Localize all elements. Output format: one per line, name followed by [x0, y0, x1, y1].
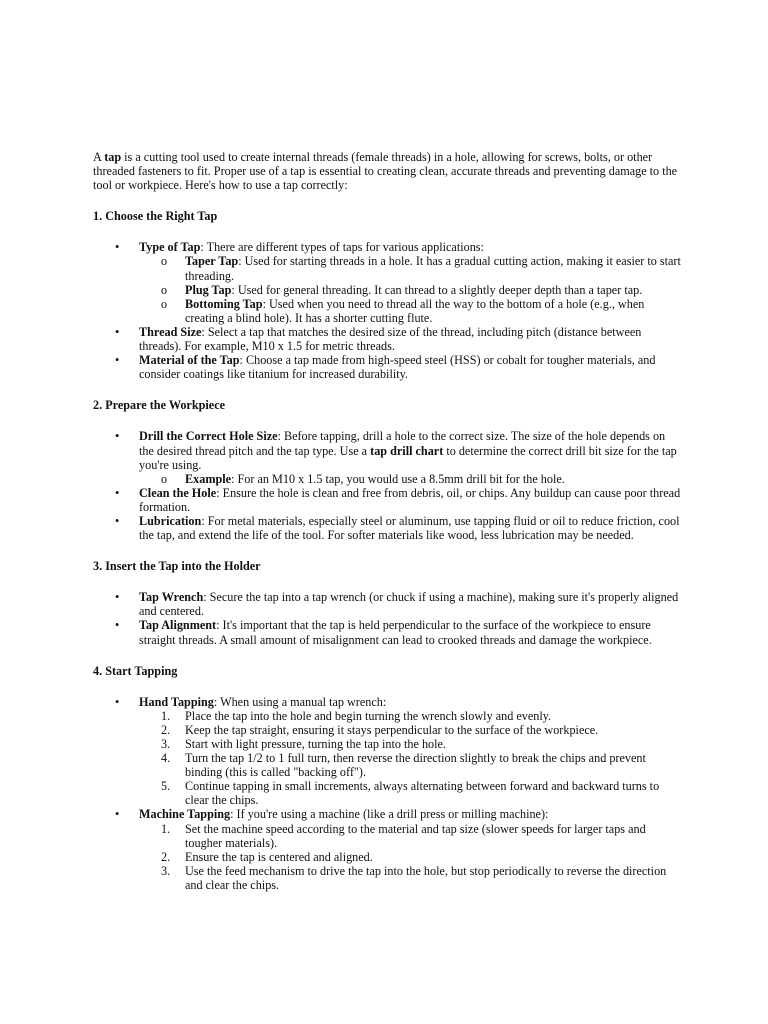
list-item-clean-hole [115, 485, 683, 514]
item-text: : There are different types of taps for various applications: [200, 240, 484, 255]
step-number: 2. [161, 722, 171, 737]
intro-text-start: A [93, 150, 105, 164]
section-heading-choose-tap: 1. Choose the Right Tap [93, 209, 218, 224]
step-text: Ensure the tap is centered and aligned. [185, 849, 373, 864]
item-text-rest: to determine the correct drill bit size for the tap you're using. [139, 443, 677, 472]
section-list-insert-tap [93, 590, 683, 646]
list-item-tap-wrench [115, 590, 683, 619]
list-item-machine-tapping [115, 807, 683, 892]
sublist-item-plug-tap [161, 282, 683, 297]
item-term: Lubrication [139, 513, 202, 528]
item-text: : Used when you need to thread all the way to the bottom of a hole (e.g., when creating a blind hole). It has a shorter cutting flute. [185, 296, 645, 325]
item-term: Type of Tap [139, 240, 201, 255]
sublist-item-taper-tap [161, 254, 683, 283]
sublist-item-bottoming-tap [161, 296, 683, 325]
bullet-marker: • [115, 485, 120, 500]
numbered-step [161, 737, 683, 751]
list-item-thread-size [115, 324, 683, 354]
item-term: Thread Size [139, 324, 202, 339]
numbered-step [161, 708, 683, 723]
item-text: : Ensure the hole is clean and free from debris, oil, or chips. Any buildup can cause poor thread formation. [139, 485, 681, 514]
section-list-prepare-workpiece [93, 429, 683, 542]
bullet-marker: • [115, 324, 120, 339]
bullet-marker: • [115, 618, 120, 633]
bullet-marker: • [115, 590, 120, 605]
numbered-step [161, 849, 683, 864]
item-term: Taper Tap [185, 254, 239, 269]
numbered-step [161, 779, 683, 808]
item-term: Example [185, 471, 232, 486]
item-term: Hand Tapping [139, 694, 214, 709]
step-text: Set the machine speed according to the material and tap size (slower speeds for larger taps and tougher materials). [185, 821, 646, 850]
item-text: : It's important that the tap is held perpendicular to the surface of the workpiece to ensure straight threads. A small amount of misalignment can lead to crooked threads and damage the workpiece. [139, 618, 652, 647]
item-text: : Used for general threading. It can thread to a slightly deeper depth than a taper tap. [231, 282, 643, 297]
item-text: : If you're using a machine (like a drill press or milling machine): [230, 807, 549, 822]
step-number: 3. [161, 863, 171, 878]
bullet-marker: • [115, 807, 120, 822]
section-list-start-tapping [93, 695, 683, 892]
item-term: Drill the Correct Hole Size [139, 429, 278, 444]
item-term-inline: tap drill chart [370, 443, 444, 458]
document-page [93, 150, 683, 909]
step-text: Turn the tap 1/2 to 1 full turn, then reverse the direction slightly to break the chips and prevent binding (this is called "backing off"). [185, 751, 646, 780]
item-term: Tap Wrench [139, 590, 204, 605]
item-text: : Secure the tap into a tap wrench (or chuck if using a machine), making sure it's properly aligned and centered. [139, 590, 679, 619]
item-text: : Before tapping, drill a hole to the correct size. The size of the hole depends on the desired thread pitch and the tap type. Use a [139, 429, 666, 458]
sub-bullet-marker: o [161, 254, 168, 269]
item-text: : For metal materials, especially steel or aluminum, use tapping fluid or oil to reduce friction, cool the tap, and extend the life of the tool. For softer materials like wood, less lubrication may be needed. [139, 513, 680, 543]
item-term: Material of the Tap [139, 353, 240, 368]
sub-bullet-marker: o [161, 296, 168, 311]
step-number: 4. [161, 751, 171, 766]
step-number: 2. [161, 849, 171, 864]
sub-bullet-marker: o [161, 471, 168, 486]
numbered-step [161, 722, 683, 737]
item-text: : When using a manual tap wrench: [213, 694, 387, 709]
item-text: : For an M10 x 1.5 tap, you would use a 8.5mm drill bit for the hole. [231, 471, 565, 486]
item-text: : Select a tap that matches the desired size of the thread, including pitch (distance between threads). For example, M10 x 1.5 for metric threads. [139, 324, 642, 354]
list-item-tap-alignment [115, 618, 683, 647]
bullet-marker: • [115, 694, 120, 709]
list-item-type-of-tap [115, 240, 683, 325]
item-term: Tap Alignment [139, 618, 217, 633]
list-item-hand-tapping [115, 694, 683, 808]
item-term: Clean the Hole [139, 485, 217, 500]
step-text: Use the feed mechanism to drive the tap into the hole, but stop periodically to reverse the direction and clear the chips. [185, 863, 667, 892]
sub-bullet-marker: o [161, 282, 168, 297]
item-term: Bottoming Tap [185, 296, 263, 311]
section-heading-insert-tap: 3. Insert the Tap into the Holder [93, 559, 261, 574]
bullet-marker: • [115, 513, 120, 528]
step-text: Place the tap into the hole and begin turning the wrench slowly and evenly. [185, 708, 552, 723]
step-number: 1. [161, 821, 171, 836]
item-term: Plug Tap [185, 282, 232, 297]
sublist-item-example [161, 471, 683, 486]
item-term: Machine Tapping [139, 807, 231, 822]
intro-term-bold: tap [104, 150, 122, 164]
numbered-steps-hand-tapping [139, 709, 683, 808]
list-item-lubrication [115, 513, 683, 543]
step-number: 3. [161, 737, 171, 751]
numbered-steps-machine-tapping [139, 822, 683, 892]
intro-text-rest: is a cutting tool used to create internal threads (female threads) in a hole, allowing for screws, bolts, or other threaded fasteners to fit. Proper use of a tap is essential to creating clean, accurate threads and preventing damage to the tool or workpiece. Here's how to use a tap correctly: [93, 150, 678, 193]
bullet-marker: • [115, 353, 120, 368]
sublist-tap-types [139, 254, 683, 324]
numbered-step [161, 751, 683, 780]
item-text: : Choose a tap made from high-speed steel (HSS) or cobalt for tougher materials, and consider coatings like titanium for increased durability. [139, 353, 656, 382]
numbered-step [161, 821, 683, 850]
step-text: Keep the tap straight, ensuring it stays perpendicular to the surface of the workpiece. [185, 722, 599, 737]
numbered-step [161, 863, 683, 892]
step-text: Start with light pressure, turning the tap into the hole. [185, 737, 446, 751]
intro-paragraph [93, 150, 683, 192]
bullet-marker: • [115, 429, 120, 444]
step-number: 5. [161, 779, 171, 794]
item-text: : Used for starting threads in a hole. It has a gradual cutting action, making it easier to start threading. [185, 254, 681, 283]
list-item-material-of-tap [115, 353, 683, 382]
sublist-example [139, 472, 683, 486]
step-number: 1. [161, 708, 171, 723]
step-text: Continue tapping in small increments, always alternating between forward and backward turns to clear the chips. [185, 779, 660, 808]
bullet-marker: • [115, 240, 120, 255]
section-heading-prepare-workpiece: 2. Prepare the Workpiece [93, 398, 226, 413]
section-heading-start-tapping: 4. Start Tapping [93, 663, 178, 678]
section-list-choose-tap [93, 240, 683, 381]
list-item-drill-hole-size [115, 429, 683, 486]
